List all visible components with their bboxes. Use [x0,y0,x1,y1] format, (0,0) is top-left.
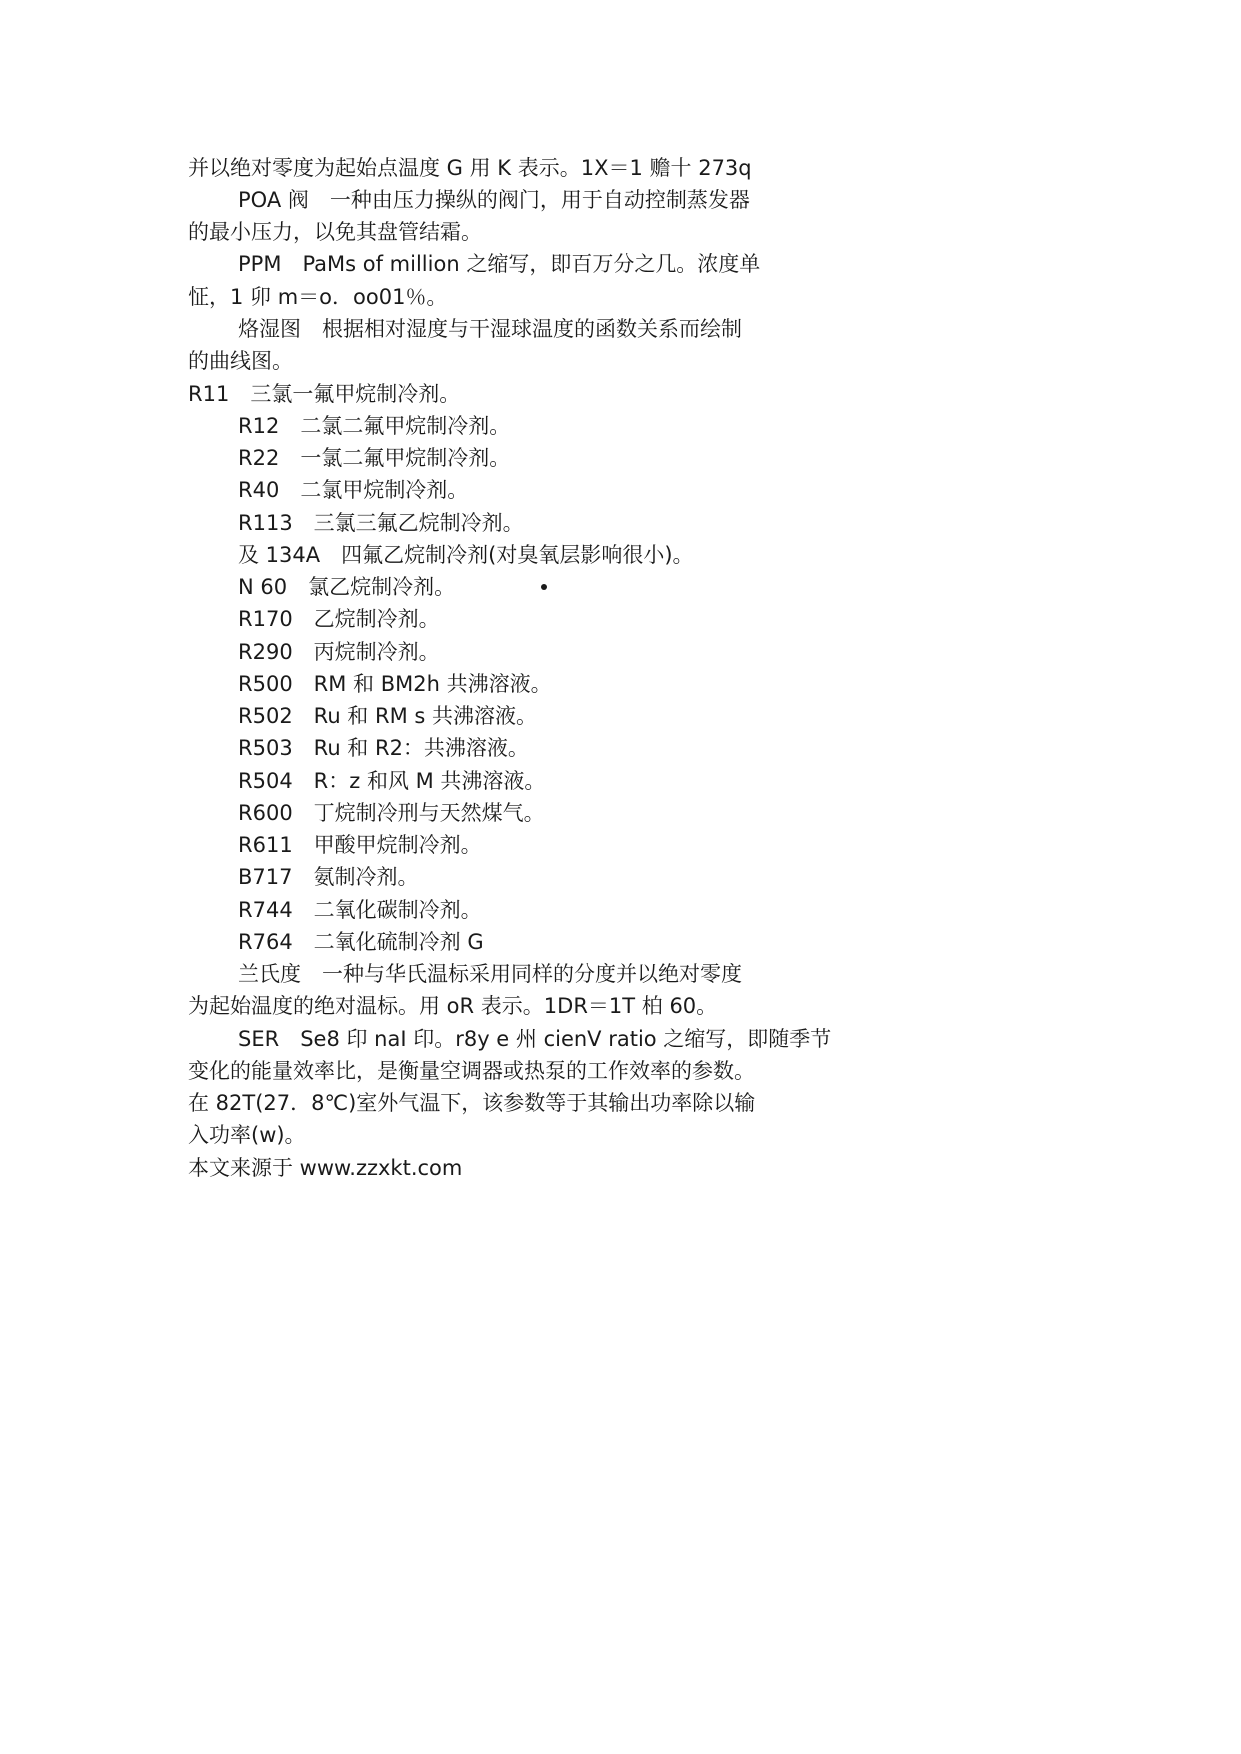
text-line: 为起始温度的绝对温标。用 oR 表示。1DR＝1T 柏 60。 [188,994,718,1018]
text-line: 入功率(w)。 [188,1123,306,1147]
text-line: R290 丙烷制冷剂。 [238,640,440,664]
text-line: R11 三氯一氟甲烷制冷剂。 [188,382,461,406]
text-line: B717 氨制冷剂。 [238,865,419,889]
text-line: R764 二氧化硫制冷剂 G [238,930,484,954]
text-line: PPM PaMs of million 之缩写，即百万分之几。浓度单 [238,252,761,276]
text-line: SER Se8 印 naI 印。r8y e 州 cienV ratio 之缩写，即随季节 [238,1027,832,1051]
text-line: R744 二氧化碳制冷剂。 [238,898,482,922]
text-line: 的最小压力，以免其盘管结霜。 [188,220,482,244]
text-line: R22 一氯二氟甲烷制冷剂。 [238,446,511,470]
text-line: 兰氏度 一种与华氏温标采用同样的分度并以绝对零度 [238,962,742,986]
stray-dot [541,584,547,590]
text-line: 烙湿图 根据相对湿度与干湿球温度的函数关系而绘制 [238,317,742,341]
text-line: R170 乙烷制冷剂。 [238,607,440,631]
text-line: R500 RM 和 BM2h 共沸溶液。 [238,672,552,696]
text-line: R600 丁烷制冷刑与天然煤气。 [238,801,545,825]
text-line: R611 甲酸甲烷制冷剂。 [238,833,482,857]
text-line: 并以绝对零度为起始点温度 G 用 K 表示。1X＝1 赡十 273q [188,156,752,180]
text-line: 怔，1 卯 m＝o．oo01％。 [188,285,448,309]
text-line: R503 Ru 和 R2：共沸溶液。 [238,736,529,760]
text-line: R113 三氯三氟乙烷制冷剂。 [238,511,524,535]
text-line: R504 R：z 和风 M 共沸溶液。 [238,769,546,793]
text-line: 及 134A 四氟乙烷制冷剂(对臭氧层影响很小)。 [238,543,694,567]
text-line: R12 二氯二氟甲烷制冷剂。 [238,414,511,438]
text-line: N 60 氯乙烷制冷剂。 [238,575,456,599]
text-line: R40 二氯甲烷制冷剂。 [238,478,469,502]
text-line: 在 82T(27．8℃)室外气温下，该参数等于其输出功率除以输 [188,1091,756,1115]
text-line: R502 Ru 和 RM s 共沸溶液。 [238,704,537,728]
text-line: 的曲线图。 [188,349,293,373]
text-line: 变化的能量效率比，是衡量空调器或热泵的工作效率的参数。 [188,1059,755,1083]
text-line: POA 阀 一种由压力操纵的阀门，用于自动控制蒸发器 [238,188,750,212]
source-line: 本文来源于 www.zzxkt.com [188,1156,463,1180]
